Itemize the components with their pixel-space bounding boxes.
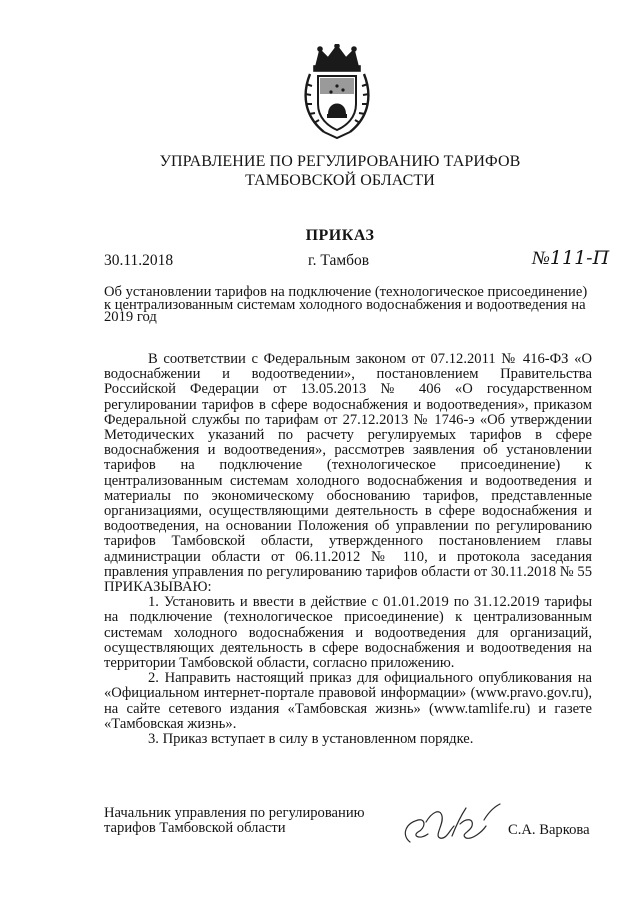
signatory-position <box>104 806 365 835</box>
document-number <box>532 247 609 270</box>
signatory-name: С.А. Варкова <box>508 822 590 838</box>
preamble-paragraph: В соответствии с Федеральным законом от 07.12.2011 № 416-ФЗ «О водоснабжении и водоотведении», постановлением Правительства Российской Федерации от 13.05.2013 № 406 «О государственном регулировании тарифов в сфере водоснабжения и водоотведения», приказом Федеральной службы по тарифам от 27.12.2013 № 1746-э «Об утверждении Методических указаний по расчету регулируемых тарифов в сфере водоснабжения и водоотведения», рассмотрев заявления об установлении тарифов на подключение (технологическое присоединение) к централизованным системам холодного водоснабжения и водоотведения и материалы по экономическому обоснованию тарифов, представленные организациями, осуществляющими деятельность в сфере водоснабжения и водоотведения, на основании Положения об управлении по регулированию тарифов Тамбовской области, утвержденного постановлением главы администрации области от 06.11.2012 № 110, и протокола заседания правления управления по регулированию тарифов области от 30.11.2018 № 55 ПРИКАЗЫВАЮ: <box>104 351 592 596</box>
order-item-3: 3. Приказ вступает в силу в установленном порядке. <box>148 731 474 748</box>
document-body <box>104 352 592 747</box>
handwritten-signature-icon <box>396 796 508 852</box>
org-name-line1: УПРАВЛЕНИЕ ПО РЕГУЛИРОВАНИЮ ТАРИФОВ <box>159 153 521 170</box>
document-number-prefix: № <box>532 248 550 269</box>
document-title: ПРИКАЗ <box>305 227 375 244</box>
tambov-coat-of-arms-icon <box>298 44 376 140</box>
order-item-2: 2. Направить настоящий приказ для официального опубликования на «Официальном интернет-портале правовой информации» (www.pravo.gov.ru), на сайте сетевого издания «Тамбовская жизнь» (www.tamlife.ru) и газете «Тамбовская жизнь». <box>104 670 592 732</box>
document-city: г. Тамбов <box>308 252 370 269</box>
org-name-line2: ТАМБОВСКОЙ ОБЛАСТИ <box>245 172 435 189</box>
order-item-1: 1. Установить и ввести в действие с 01.01.2019 по 31.12.2019 тарифы на подключение (технологическое присоединение) к централизованным системам холодного водоснабжения и водоотведения для организаций, осуществляющих деятельность в сфере водоснабжения и водоотведения на территории Тамбовской области, согласно приложению. <box>104 594 592 672</box>
document-date: 30.11.2018 <box>104 252 174 269</box>
document-subject: Об установлении тарифов на подключение (технологическое присоединение) к централизованным системам холодного водоснабжения и водоотведения на 2019 год <box>104 284 588 326</box>
document-number-value: 111-П <box>549 247 610 269</box>
signatory-position-line1: Начальник управления по регулированию <box>104 805 365 821</box>
signatory-position-line2: тарифов Тамбовской области <box>104 819 286 836</box>
